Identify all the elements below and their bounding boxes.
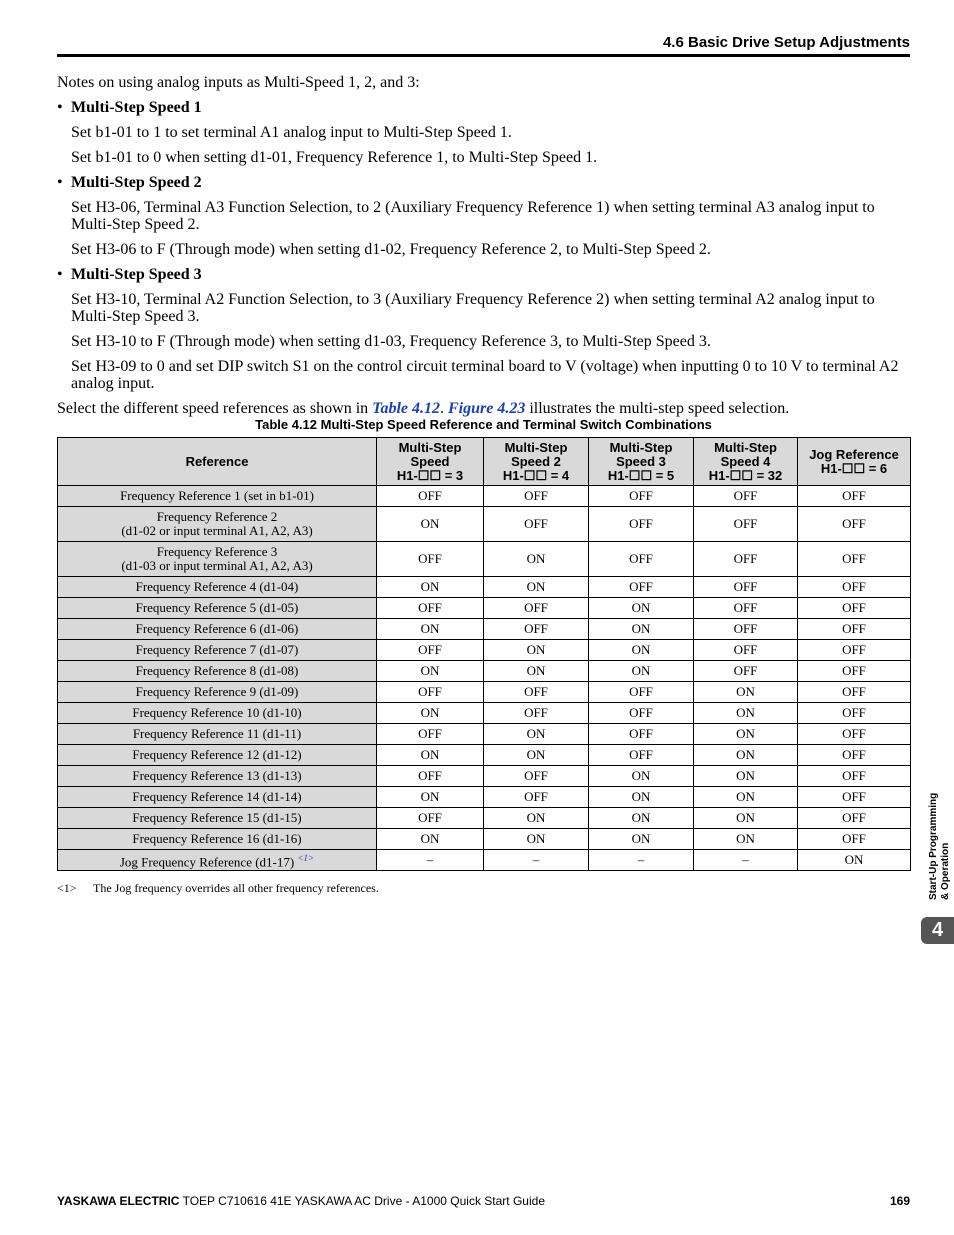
switch-state-cell: ON bbox=[589, 619, 694, 640]
footnote-text: The Jog frequency overrides all other frequency references. bbox=[93, 881, 379, 895]
side-tab-line: Start-Up Programming bbox=[928, 792, 939, 900]
bullet-label: Multi-Step Speed 1 bbox=[71, 99, 202, 116]
switch-state-cell: ON bbox=[377, 703, 484, 724]
switch-state-cell: OFF bbox=[484, 619, 589, 640]
table-row bbox=[58, 829, 911, 850]
paragraph: Set b1-01 to 1 to set terminal A1 analog input to Multi-Step Speed 1. bbox=[71, 124, 512, 141]
switch-state-cell: OFF bbox=[484, 486, 589, 507]
switch-state-cell: ON bbox=[377, 619, 484, 640]
switch-state-cell: ON bbox=[377, 787, 484, 808]
switch-state-cell: OFF bbox=[798, 808, 911, 829]
reference-cell: Jog Frequency Reference (d1-17) $^{<1>}$ bbox=[58, 850, 377, 871]
table-row bbox=[58, 850, 911, 871]
table-caption: Table 4.12 Multi-Step Speed Reference and Terminal Switch Combinations bbox=[255, 417, 712, 432]
switch-state-cell: ON bbox=[589, 808, 694, 829]
table-row bbox=[58, 577, 911, 598]
footer-doc-info bbox=[57, 1194, 545, 1208]
switch-state-cell: OFF bbox=[798, 682, 911, 703]
select-text: Select the different speed references as shown in bbox=[57, 400, 373, 417]
reference-cell: Frequency Reference 3 (d1-03 or input terminal A1, A2, A3) bbox=[58, 542, 377, 577]
switch-state-cell: OFF bbox=[377, 766, 484, 787]
header-rule bbox=[57, 54, 910, 57]
table-row bbox=[58, 724, 911, 745]
reference-cell: Frequency Reference 12 (d1-12) bbox=[58, 745, 377, 766]
switch-state-cell: ON bbox=[694, 724, 798, 745]
footer-brand: YASKAWA ELECTRIC bbox=[57, 1194, 180, 1208]
footnote-link[interactable]: <1> bbox=[297, 852, 315, 863]
reference-cell: Frequency Reference 16 (d1-16) bbox=[58, 829, 377, 850]
switch-state-cell: OFF bbox=[589, 542, 694, 577]
side-tab-label bbox=[928, 760, 952, 900]
switch-state-cell: ON bbox=[484, 577, 589, 598]
switch-state-cell: ON bbox=[694, 682, 798, 703]
switch-state-cell: OFF bbox=[798, 766, 911, 787]
switch-state-cell: ON bbox=[377, 661, 484, 682]
switch-state-cell: OFF bbox=[694, 577, 798, 598]
switch-state-cell: ON bbox=[589, 598, 694, 619]
reference-cell: Frequency Reference 1 (set in b1-01) bbox=[58, 486, 377, 507]
switch-state-cell: OFF bbox=[589, 745, 694, 766]
switch-state-cell: OFF bbox=[484, 507, 589, 542]
switch-state-cell: OFF bbox=[484, 766, 589, 787]
footnote bbox=[57, 881, 379, 896]
header-multi-step-speed-3: Multi-Step Speed 3 H1-☐☐ = 5 bbox=[589, 438, 694, 486]
reference-cell: Frequency Reference 10 (d1-10) bbox=[58, 703, 377, 724]
switch-state-cell: ON bbox=[694, 703, 798, 724]
switch-state-cell: OFF bbox=[798, 640, 911, 661]
table-row bbox=[58, 787, 911, 808]
switch-state-cell: OFF bbox=[798, 703, 911, 724]
reference-cell: Frequency Reference 14 (d1-14) bbox=[58, 787, 377, 808]
separator: . bbox=[440, 400, 448, 417]
table-row bbox=[58, 486, 911, 507]
footnote-number: <1> bbox=[57, 881, 77, 895]
switch-state-cell: OFF bbox=[798, 542, 911, 577]
switch-state-cell: OFF bbox=[589, 682, 694, 703]
switch-state-cell: ON bbox=[484, 745, 589, 766]
figure-link[interactable]: Figure 4.23 bbox=[448, 400, 526, 417]
switch-state-cell: OFF bbox=[798, 745, 911, 766]
reference-cell: Frequency Reference 7 (d1-07) bbox=[58, 640, 377, 661]
table-row bbox=[58, 808, 911, 829]
reference-cell: Frequency Reference 15 (d1-15) bbox=[58, 808, 377, 829]
switch-state-cell: ON bbox=[377, 745, 484, 766]
switch-state-cell: ON bbox=[589, 829, 694, 850]
select-text-end: illustrates the multi-step speed selection. bbox=[525, 400, 790, 417]
reference-cell: Frequency Reference 9 (d1-09) bbox=[58, 682, 377, 703]
table-header-row bbox=[58, 438, 911, 486]
switch-state-cell: OFF bbox=[589, 724, 694, 745]
table-row bbox=[58, 542, 911, 577]
switch-state-cell: OFF bbox=[377, 682, 484, 703]
switch-state-cell: OFF bbox=[798, 507, 911, 542]
switch-state-cell: ON bbox=[377, 507, 484, 542]
switch-state-cell: OFF bbox=[798, 598, 911, 619]
paragraph: Set H3-06, Terminal A3 Function Selection, to 2 (Auxiliary Frequency Reference 1) when setting terminal A3 analog input to Multi-Step Speed 2. bbox=[71, 199, 875, 233]
switch-state-cell: OFF bbox=[694, 619, 798, 640]
body-text bbox=[57, 74, 910, 425]
paragraph: Set H3-10 to F (Through mode) when setting d1-03, Frequency Reference 3, to Multi-Step Speed 3. bbox=[71, 333, 711, 350]
reference-cell: Frequency Reference 5 (d1-05) bbox=[58, 598, 377, 619]
page-number: 169 bbox=[889, 1194, 910, 1208]
switch-state-cell: OFF bbox=[589, 507, 694, 542]
switch-state-cell: OFF bbox=[694, 640, 798, 661]
header-multi-step-speed-2: Multi-Step Speed 2 H1-☐☐ = 4 bbox=[484, 438, 589, 486]
header-multi-step-speed-1: Multi-Step Speed H1-☐☐ = 3 bbox=[377, 438, 484, 486]
switch-state-cell: OFF bbox=[798, 619, 911, 640]
table-body bbox=[58, 486, 911, 871]
footer-doc: TOEP C710616 41E YASKAWA AC Drive - A1000 Quick Start Guide bbox=[179, 1194, 545, 1208]
switch-state-cell: ON bbox=[484, 829, 589, 850]
switch-state-cell: ON bbox=[798, 850, 911, 871]
switch-state-cell: ON bbox=[589, 787, 694, 808]
paragraph: Set H3-10, Terminal A2 Function Selection, to 3 (Auxiliary Frequency Reference 2) when setting terminal A2 analog input to Multi-Step Speed 3. bbox=[71, 291, 875, 325]
reference-cell: Frequency Reference 11 (d1-11) bbox=[58, 724, 377, 745]
switch-state-cell: OFF bbox=[589, 703, 694, 724]
switch-state-cell: OFF bbox=[484, 682, 589, 703]
switch-state-cell: OFF bbox=[484, 787, 589, 808]
table-row bbox=[58, 661, 911, 682]
switch-state-cell: OFF bbox=[694, 486, 798, 507]
switch-state-cell: ON bbox=[589, 766, 694, 787]
switch-state-cell: OFF bbox=[377, 640, 484, 661]
switch-state-cell: OFF bbox=[798, 661, 911, 682]
switch-state-cell: OFF bbox=[377, 598, 484, 619]
bullet-multi-step-speed-1: • Multi-Step Speed 1 bbox=[57, 99, 202, 116]
section-header: 4.6 Basic Drive Setup Adjustments bbox=[662, 34, 910, 51]
switch-state-cell: ON bbox=[377, 829, 484, 850]
select-paragraph bbox=[57, 400, 910, 417]
switch-state-cell: OFF bbox=[798, 724, 911, 745]
switch-state-cell: OFF bbox=[589, 577, 694, 598]
switch-state-cell: OFF bbox=[377, 486, 484, 507]
switch-state-cell: ON bbox=[694, 787, 798, 808]
switch-state-cell: ON bbox=[484, 808, 589, 829]
reference-cell: Frequency Reference 13 (d1-13) bbox=[58, 766, 377, 787]
switch-state-cell: OFF bbox=[694, 661, 798, 682]
switch-state-cell: OFF bbox=[798, 829, 911, 850]
reference-cell: Frequency Reference 2 (d1-02 or input terminal A1, A2, A3) bbox=[58, 507, 377, 542]
chapter-tab[interactable]: 4 bbox=[921, 917, 954, 944]
switch-state-cell: ON bbox=[484, 724, 589, 745]
switch-state-cell: ON bbox=[694, 829, 798, 850]
intro-text: Notes on using analog inputs as Multi-Speed 1, 2, and 3: bbox=[57, 74, 420, 91]
switch-state-cell: OFF bbox=[377, 724, 484, 745]
table-row bbox=[58, 640, 911, 661]
switch-state-cell: OFF bbox=[377, 808, 484, 829]
switch-state-cell: OFF bbox=[484, 598, 589, 619]
table-row bbox=[58, 745, 911, 766]
table-row bbox=[58, 682, 911, 703]
switch-state-cell: OFF bbox=[694, 542, 798, 577]
table-row bbox=[58, 766, 911, 787]
switch-state-cell: – bbox=[377, 850, 484, 871]
switch-state-cell: OFF bbox=[798, 486, 911, 507]
switch-state-cell: ON bbox=[484, 640, 589, 661]
bullet-multi-step-speed-3: • Multi-Step Speed 3 bbox=[57, 266, 202, 283]
switch-state-cell: ON bbox=[694, 766, 798, 787]
speed-reference-table bbox=[57, 437, 911, 871]
reference-cell: Frequency Reference 4 (d1-04) bbox=[58, 577, 377, 598]
header-multi-step-speed-4: Multi-Step Speed 4 H1-☐☐ = 32 bbox=[694, 438, 798, 486]
table-link[interactable]: Table 4.12 bbox=[372, 400, 440, 417]
switch-state-cell: ON bbox=[589, 640, 694, 661]
reference-cell: Frequency Reference 8 (d1-08) bbox=[58, 661, 377, 682]
switch-state-cell: – bbox=[484, 850, 589, 871]
switch-state-cell: ON bbox=[377, 577, 484, 598]
paragraph: Set b1-01 to 0 when setting d1-01, Frequency Reference 1, to Multi-Step Speed 1. bbox=[71, 149, 598, 166]
switch-state-cell: OFF bbox=[798, 787, 911, 808]
table-row bbox=[58, 507, 911, 542]
table-row bbox=[58, 619, 911, 640]
table-row bbox=[58, 703, 911, 724]
paragraph: Set H3-06 to F (Through mode) when setting d1-02, Frequency Reference 2, to Multi-Step Speed 2. bbox=[71, 241, 711, 258]
bullet-multi-step-speed-2: • Multi-Step Speed 2 bbox=[57, 174, 202, 191]
switch-state-cell: OFF bbox=[377, 542, 484, 577]
switch-state-cell: OFF bbox=[694, 507, 798, 542]
switch-state-cell: ON bbox=[694, 808, 798, 829]
reference-cell: Frequency Reference 6 (d1-06) bbox=[58, 619, 377, 640]
switch-state-cell: ON bbox=[484, 542, 589, 577]
switch-state-cell: ON bbox=[589, 661, 694, 682]
switch-state-cell: OFF bbox=[694, 598, 798, 619]
bullet-label: Multi-Step Speed 2 bbox=[71, 174, 202, 191]
switch-state-cell: – bbox=[694, 850, 798, 871]
paragraph: Set H3-09 to 0 and set DIP switch S1 on the control circuit terminal board to V (voltage) when inputting 0 to 10 V to terminal A2 analog input. bbox=[71, 358, 899, 392]
switch-state-cell: OFF bbox=[484, 703, 589, 724]
switch-state-cell: ON bbox=[484, 661, 589, 682]
side-tab-line: & Operation bbox=[940, 842, 951, 900]
switch-state-cell: ON bbox=[694, 745, 798, 766]
table-row bbox=[58, 598, 911, 619]
switch-state-cell: – bbox=[589, 850, 694, 871]
switch-state-cell: OFF bbox=[589, 486, 694, 507]
header-reference: Reference bbox=[58, 438, 377, 486]
switch-state-cell: OFF bbox=[798, 577, 911, 598]
bullet-label: Multi-Step Speed 3 bbox=[71, 266, 202, 283]
header-jog-reference: Jog Reference H1-☐☐ = 6 bbox=[798, 438, 911, 486]
